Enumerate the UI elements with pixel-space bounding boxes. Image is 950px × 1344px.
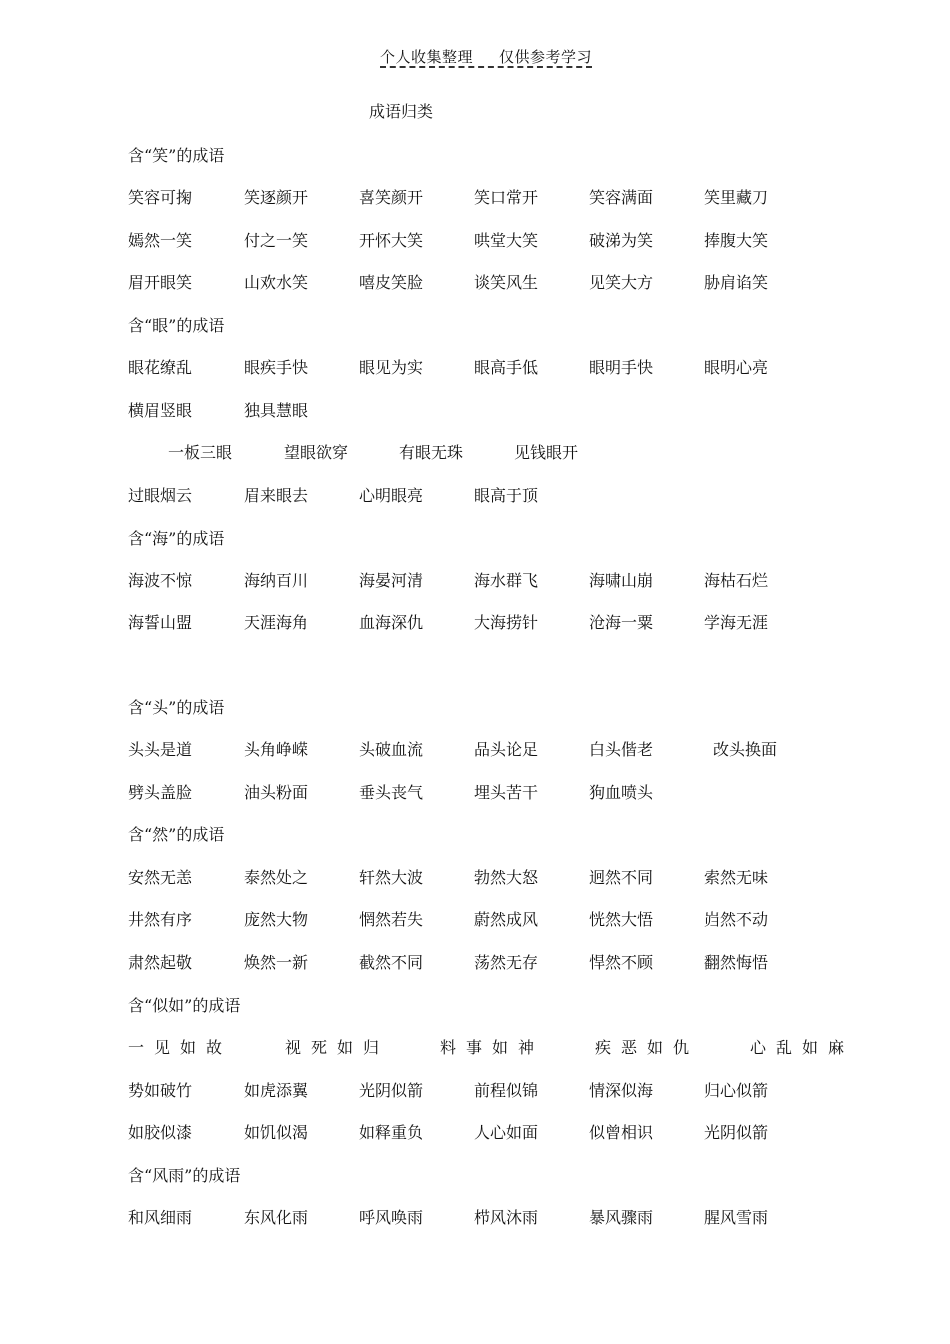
idiom-item: 势如破竹 [128, 1081, 193, 1100]
idiom-item: 惘然若失 [359, 910, 424, 929]
section-heading: 含“然”的成语 [128, 825, 225, 844]
idiom-item: 狗血喷头 [589, 783, 654, 802]
idiom-item: 井然有序 [128, 910, 193, 929]
idiom-item: 改头换面 [713, 740, 778, 759]
idiom-item: 沧海一粟 [589, 613, 654, 632]
idiom-row [128, 737, 848, 759]
idiom-item: 归心似箭 [704, 1081, 769, 1100]
idiom-item: 哄堂大笑 [474, 231, 539, 250]
idiom-item: 似曾相识 [589, 1123, 654, 1142]
idiom-item: 血海深仇 [359, 613, 424, 632]
idiom-item: 荡然无存 [474, 953, 539, 972]
idiom-item: 见笑大方 [589, 273, 654, 292]
idiom-item: 嘻皮笑脸 [359, 273, 424, 292]
idiom-item: 有眼无珠 [399, 443, 464, 462]
idiom-item: 海誓山盟 [128, 613, 193, 632]
idiom-item: 栉风沐雨 [474, 1208, 539, 1227]
idiom-row [128, 780, 848, 802]
idiom-item: 肃然起敬 [128, 953, 193, 972]
section-heading: 含“头”的成语 [128, 698, 225, 717]
idiom-row [128, 355, 848, 377]
idiom-item: 焕然一新 [244, 953, 309, 972]
header-left-text: 个人收集整理 [380, 48, 474, 66]
idiom-item: 海枯石烂 [704, 571, 769, 590]
idiom-row [128, 865, 848, 887]
idiom-item: 破涕为笑 [589, 231, 654, 250]
idiom-item: 暴风骤雨 [589, 1208, 654, 1227]
idiom-row [128, 270, 848, 292]
idiom-row [128, 610, 848, 632]
section-heading: 含“似如”的成语 [128, 996, 241, 1015]
idiom-item: 学海无涯 [704, 613, 769, 632]
idiom-item: 呼风唤雨 [359, 1208, 424, 1227]
idiom-item: 翻然悔悟 [704, 953, 769, 972]
idiom-row [128, 1120, 848, 1142]
idiom-item: 大海捞针 [474, 613, 539, 632]
idiom-item: 眉开眼笑 [128, 273, 193, 292]
idiom-item: 视死如归 [285, 1038, 390, 1057]
idiom-item: 捧腹大笑 [704, 231, 769, 250]
idiom-item: 垂头丧气 [359, 783, 424, 802]
idiom-item: 开怀大笑 [359, 231, 424, 250]
idiom-row [128, 568, 848, 590]
idiom-item: 笑口常开 [474, 188, 539, 207]
idiom-item: 嫣然一笑 [128, 231, 193, 250]
idiom-item: 横眉竖眼 [128, 401, 193, 420]
idiom-item: 光阴似箭 [359, 1081, 424, 1100]
idiom-item: 恍然大悟 [589, 910, 654, 929]
idiom-item: 东风化雨 [244, 1208, 309, 1227]
page-header [380, 46, 592, 68]
idiom-item: 迥然不同 [589, 868, 654, 887]
idiom-item: 人心如面 [474, 1123, 539, 1142]
idiom-item: 付之一笑 [244, 231, 309, 250]
idiom-item: 笑逐颜开 [244, 188, 309, 207]
section-heading: 含“眼”的成语 [128, 316, 225, 335]
idiom-item: 眉来眼去 [244, 486, 309, 505]
idiom-item: 泰然处之 [244, 868, 309, 887]
header-right-text: 仅供参考学习 [499, 48, 593, 66]
idiom-item: 笑里藏刀 [704, 188, 769, 207]
idiom-item: 海水群飞 [474, 571, 539, 590]
idiom-item: 天涯海角 [244, 613, 309, 632]
idiom-item: 笑容可掬 [128, 188, 193, 207]
idiom-item: 海波不惊 [128, 571, 193, 590]
idiom-item: 庞然大物 [244, 910, 309, 929]
idiom-item: 眼花缭乱 [128, 358, 193, 377]
idiom-item: 截然不同 [359, 953, 424, 972]
idiom-item: 见钱眼开 [514, 443, 579, 462]
idiom-item: 前程似锦 [474, 1081, 539, 1100]
idiom-item: 白头偕老 [589, 740, 654, 759]
idiom-item: 谈笑风生 [474, 273, 539, 292]
idiom-item: 心明眼亮 [359, 486, 424, 505]
idiom-item: 海纳百川 [244, 571, 309, 590]
idiom-item: 和风细雨 [128, 1208, 193, 1227]
idiom-item: 如释重负 [359, 1123, 424, 1142]
idiom-item: 过眼烟云 [128, 486, 193, 505]
idiom-item: 眼见为实 [359, 358, 424, 377]
idiom-item: 眼高于顶 [474, 486, 539, 505]
idiom-item: 腥风雪雨 [704, 1208, 769, 1227]
idiom-item: 安然无恙 [128, 868, 193, 887]
idiom-item: 心乱如麻 [750, 1038, 855, 1057]
idiom-row [128, 907, 848, 929]
idiom-item: 眼高手低 [474, 358, 539, 377]
idiom-item: 一见如故 [128, 1038, 233, 1057]
idiom-item: 独具慧眼 [244, 401, 309, 420]
idiom-item: 喜笑颜开 [359, 188, 424, 207]
idiom-item: 轩然大波 [359, 868, 424, 887]
idiom-item: 海啸山崩 [589, 571, 654, 590]
idiom-item: 如虎添翼 [244, 1081, 309, 1100]
idiom-item: 料事如神 [440, 1038, 545, 1057]
idiom-item: 笑容满面 [589, 188, 654, 207]
idiom-item: 蔚然成风 [474, 910, 539, 929]
idiom-row [128, 950, 848, 972]
idiom-row [128, 483, 848, 505]
idiom-item: 岿然不动 [704, 910, 769, 929]
idiom-item: 望眼欲穿 [284, 443, 349, 462]
idiom-row [128, 1078, 848, 1100]
idiom-row [128, 398, 848, 420]
idiom-row [128, 185, 848, 207]
idiom-item: 疾恶如仇 [595, 1038, 700, 1057]
idiom-item: 品头论足 [474, 740, 539, 759]
section-heading: 含“海”的成语 [128, 529, 225, 548]
idiom-item: 油头粉面 [244, 783, 309, 802]
idiom-item: 索然无味 [704, 868, 769, 887]
idiom-row [128, 1205, 848, 1227]
idiom-item: 光阴似箭 [704, 1123, 769, 1142]
idiom-item: 如胶似漆 [128, 1123, 193, 1142]
idiom-item: 劈头盖脸 [128, 783, 193, 802]
idiom-item: 头角峥嵘 [244, 740, 309, 759]
idiom-item: 一板三眼 [168, 443, 233, 462]
idiom-row [168, 440, 888, 462]
idiom-item: 勃然大怒 [474, 868, 539, 887]
idiom-item: 眼明手快 [589, 358, 654, 377]
idiom-item: 情深似海 [589, 1081, 654, 1100]
idiom-item: 头头是道 [128, 740, 193, 759]
idiom-row [128, 228, 848, 250]
idiom-item: 山欢水笑 [244, 273, 309, 292]
document-title: 成语归类 [369, 102, 434, 121]
section-heading: 含“风雨”的成语 [128, 1166, 241, 1185]
idiom-item: 头破血流 [359, 740, 424, 759]
idiom-row [128, 1035, 888, 1057]
idiom-item: 如饥似渴 [244, 1123, 309, 1142]
idiom-item: 海晏河清 [359, 571, 424, 590]
section-heading: 含“笑”的成语 [128, 146, 225, 165]
idiom-item: 眼明心亮 [704, 358, 769, 377]
idiom-item: 眼疾手快 [244, 358, 309, 377]
idiom-item: 埋头苦干 [474, 783, 539, 802]
idiom-item: 悍然不顾 [589, 953, 654, 972]
idiom-item: 胁肩谄笑 [704, 273, 769, 292]
